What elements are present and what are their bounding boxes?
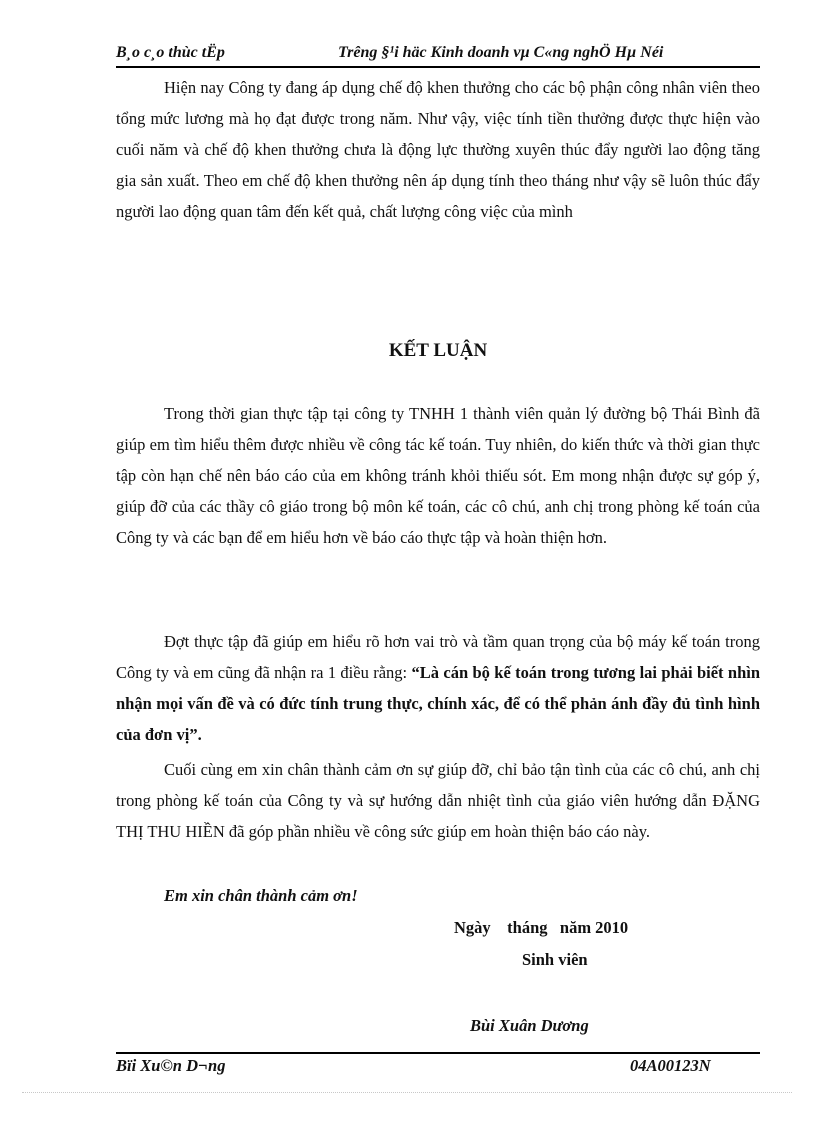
header-report-title: B¸o c¸o thùc tËp bbox=[116, 44, 225, 61]
thanks-line: Em xin chân thành cảm ơn! bbox=[164, 886, 358, 905]
paragraph-2-quote: “Là cán bộ kế toán trong tương lai phải biết nhìn nhận mọi vấn đề và có đức tính trung thực, chính xác, để có thể phản ánh đầy đủ tình hình của đơn vị”. bbox=[116, 663, 761, 744]
conclusion-paragraph-2 bbox=[116, 626, 760, 750]
signature-role: Sinh viên bbox=[522, 950, 588, 969]
page-bottom-edge bbox=[22, 1092, 792, 1093]
intro-paragraph: Hiện nay Công ty đang áp dụng chế độ khen thưởng cho các bộ phận công nhân viên theo tổng mức lương mà họ đạt được trong năm. Như vậy, việc tính tiền thưởng được thực hiện vào cuối năm và chế độ khen thưởng chưa là động lực thường xuyên thúc đẩy người lao động tăng gia sản xuất. Theo em chế độ khen thưởng nên áp dụng tính theo tháng như vậy sẽ luôn thúc đẩy người lao động quan tâm đến kết quả, chất lượng công việc của mình bbox=[116, 78, 760, 221]
header-divider bbox=[116, 66, 760, 68]
footer-author-name: Bïi Xu©n D¬ng bbox=[116, 1056, 226, 1075]
conclusion-paragraph-1: Trong thời gian thực tập tại công ty TNHH 1 thành viên quản lý đường bộ Thái Bình đã giúp em tìm hiểu thêm được nhiều về công tác kế toán. Tuy nhiên, do kiến thức và thời gian thực tập còn hạn chế nên báo cáo của em không tránh khỏi thiếu sót. Em mong nhận được sự góp ý, giúp đỡ của các thầy cô giáo trong bộ môn kế toán, các cô chú, anh chị trong phòng kế toán của Công ty và các bạn để em hiểu hơn về báo cáo thực tập và hoàn thiện hơn. bbox=[116, 404, 760, 547]
conclusion-heading: KẾT LUẬN bbox=[388, 340, 488, 361]
signature-date: Ngày tháng năm 2010 bbox=[454, 918, 629, 937]
header-university-name: Trêng §¹i häc Kinh doanh vµ C«ng nghÖ Hµ Néi bbox=[338, 44, 664, 61]
conclusion-paragraph-3: Cuối cùng em xin chân thành cảm ơn sự giúp đỡ, chỉ bảo tận tình của các cô chú, anh chị trong phòng kế toán của Công ty và sự hướng dẫn nhiệt tình của giáo viên hướng dẫn ĐẶNG THỊ THU HIỀN đã góp phần nhiều về công sức giúp em hoàn thiện báo cáo này. bbox=[116, 760, 760, 841]
signature-name: Bùi Xuân Dương bbox=[470, 1016, 589, 1035]
footer-student-id: 04A00123N bbox=[630, 1056, 711, 1075]
paragraph-2-lead: Đợt thực tập đã giúp em hiểu rõ hơn vai trò và tầm quan trọng của bộ máy kế toán trong Công ty và em cũng đã nhận ra 1 điều rằng: bbox=[116, 632, 760, 682]
footer-divider bbox=[116, 1052, 760, 1054]
